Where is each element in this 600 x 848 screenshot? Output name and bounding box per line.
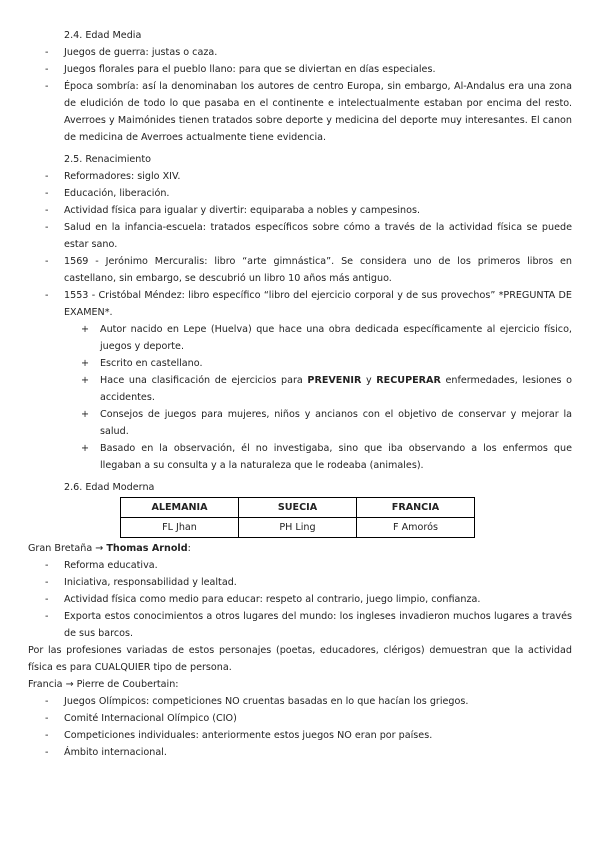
list-item: - Exporta estos conocimientos a otros lugares del mundo: los ingleses invadieron muchos lugares a través de sus barcos. (28, 608, 572, 642)
list-item: - Juegos de guerra: justas o caza. (28, 44, 572, 61)
list-edad-media (28, 44, 572, 146)
text-segment: Gran Bretaña → (28, 543, 107, 554)
table-header-cell: ALEMANIA (121, 498, 239, 518)
list-renacimiento (28, 168, 572, 321)
sublist-item: + Autor nacido en Lepe (Huelva) que hace una obra dedicada específicamente al ejercicio físico, juegos y deporte. (28, 321, 572, 355)
sublist-item-clasificacion (28, 372, 572, 406)
table-cell: PH Ling (239, 518, 357, 538)
sublist-item: + Escrito en castellano. (28, 355, 572, 372)
countries-table (120, 497, 475, 538)
list-item: - Juegos florales para el pueblo llano: para que se diviertan en días especiales. (28, 61, 572, 78)
table-cell: FL Jhan (121, 518, 239, 538)
heading-edad-media: 2.4. Edad Media (64, 30, 142, 41)
francia-line: Francia → Pierre de Coubertain: (28, 679, 179, 690)
heading-renacimiento: 2.5. Renacimiento (64, 154, 152, 165)
list-item: - Salud en la infancia-escuela: tratados específicos sobre cómo a través de la actividad física se puede estar sano. (28, 219, 572, 253)
sublist-item: + Consejos de juegos para mujeres, niños y ancianos con el objetivo de conservar y mejorar la salud. (28, 406, 572, 440)
table-header-cell: FRANCIA (357, 498, 475, 518)
list-gran-bretana (28, 557, 572, 642)
text-segment: : (187, 543, 191, 554)
list-item: - Juegos Olímpicos: competiciones NO cruentas basadas en lo que hacían los griegos. (28, 693, 572, 710)
list-item: - Época sombría: así la denominaban los autores de centro Europa, sin embargo, Al-Andalus era una zona de eludición de todo lo que pasaba en el continente e intelectualmente estaban por encima del resto. Averroes y Maimónides tienen tratados sobre deporte y medicina del deporte muy interesantes. El canon de medicina de Averroes actualmente tiene evidencia. (28, 78, 572, 146)
sublist-mendez (28, 321, 572, 474)
heading-edad-moderna: 2.6. Edad Moderna (64, 482, 155, 493)
list-item: - Actividad física como medio para educar: respeto al contrario, juego limpio, confianza. (28, 591, 572, 608)
list-item: - Comité Internacional Olímpico (CIO) (28, 710, 572, 727)
list-item: - Iniciativa, responsabilidad y lealtad. (28, 574, 572, 591)
table-cell: F Amorós (357, 518, 475, 538)
list-item: - Ámbito internacional. (28, 744, 572, 761)
list-item: - 1569 - Jerónimo Mercuralis: libro “arte gimnástica”. Se considera uno de los primeros libros en castellano, sin embargo, se descubrió un libro 10 años más antiguo. (28, 253, 572, 287)
sublist-item: + Basado en la observación, él no investigaba, sino que iba observando a los enfermos que llegaban a su consulta y a la naturaleza que le rodeaba (animales). (28, 440, 572, 474)
bold-prevenir: PREVENIR (307, 375, 362, 386)
table-header-row (121, 498, 475, 518)
list-item: - Actividad física para igualar y divertir: equiparaba a nobles y campesinos. (28, 202, 572, 219)
list-item: - Educación, liberación. (28, 185, 572, 202)
list-francia (28, 693, 572, 761)
text-segment: Hace una clasificación de ejercicios para (100, 375, 308, 386)
bold-recuperar: RECUPERAR (376, 375, 441, 386)
text-segment: y (361, 375, 377, 386)
document-content (28, 27, 572, 761)
list-item: - 1553 - Cristóbal Méndez: libro específico “libro del ejercicio corporal y de sus provechos” *PREGUNTA DE EXAMEN*. (28, 287, 572, 321)
bold-thomas-arnold: Thomas Arnold (106, 543, 188, 554)
table-header-cell: SUECIA (239, 498, 357, 518)
table-row (121, 518, 475, 538)
list-item: - Competiciones individuales: anteriormente estos juegos NO eran por países. (28, 727, 572, 744)
text-segment: enfermedades, lesiones o accidentes. (100, 375, 572, 403)
list-item: - Reformadores: siglo XIV. (28, 168, 572, 185)
paragraph-profesiones: Por las profesiones variadas de estos personajes (poetas, educadores, clérigos) demuestran que la actividad física es para CUALQUIER tipo de persona. (28, 645, 572, 673)
gran-bretana-line (28, 540, 572, 557)
list-item: - Reforma educativa. (28, 557, 572, 574)
